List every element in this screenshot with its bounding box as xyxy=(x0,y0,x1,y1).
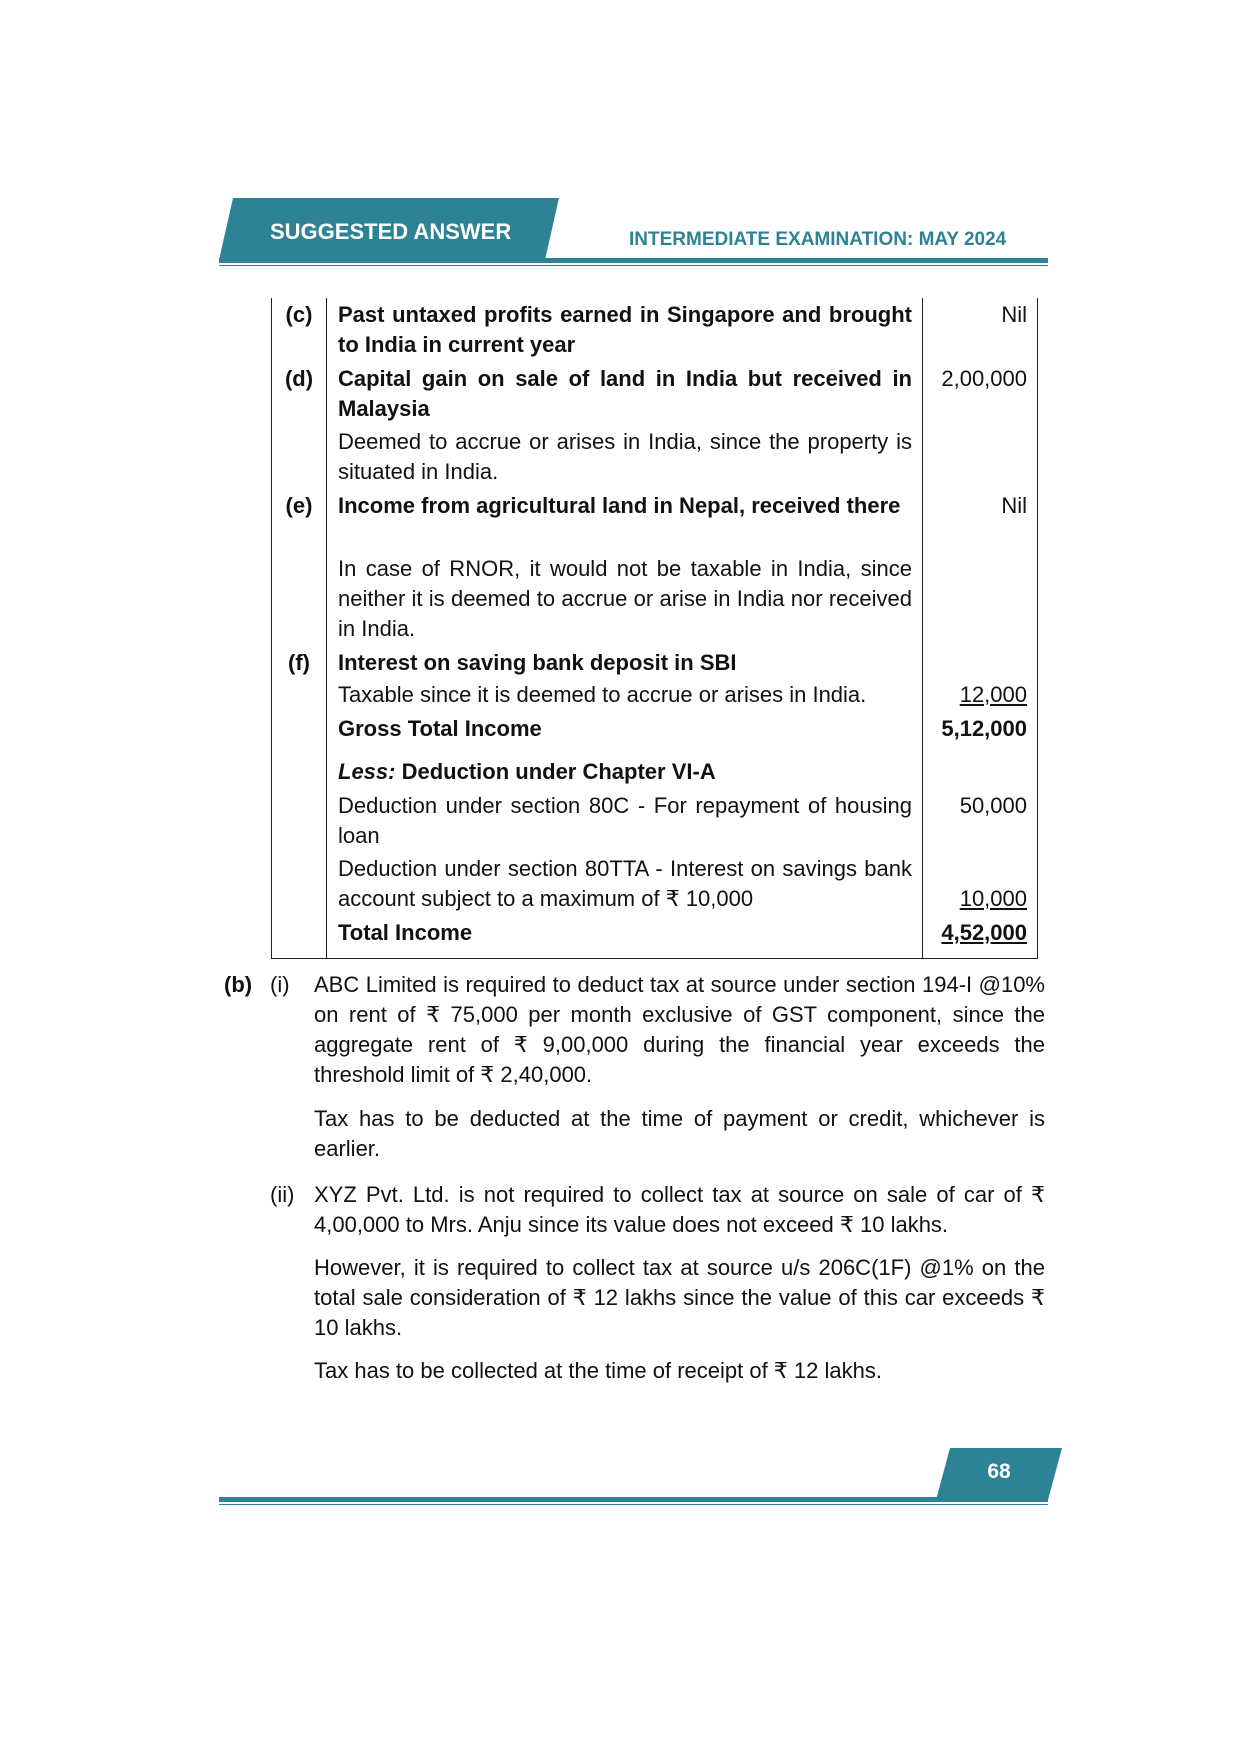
row-amount-d: 2,00,000 xyxy=(941,366,1027,391)
part-b-i-label: (i) xyxy=(270,972,290,997)
part-b-ii-label: (ii) xyxy=(270,1182,295,1207)
total-income-amount: 4,52,000 xyxy=(941,920,1027,945)
part-b-i-para1: ABC Limited is required to deduct tax at source under section 194-I @10% on rent of ₹ 75,000 per month exclusive of GST component, since the aggregate rent of ₹ 9,00,000 during the financial year exceeds the threshold limit of ₹ 2,40,000. xyxy=(314,972,1045,1087)
part-b-ii-para3: Tax has to be collected at the time of receipt of ₹ 12 lakhs. xyxy=(314,1358,882,1383)
gross-total-amount: 5,12,000 xyxy=(941,716,1027,741)
page-number: 68 xyxy=(987,1460,1011,1483)
row-note-d: Deemed to accrue or arises in India, since the property is situated in India. xyxy=(338,429,912,484)
deduction-80tta: Deduction under section 80TTA - Interest on savings bank account subject to a maximum of ₹ 10,000 xyxy=(338,856,912,911)
row-title-f: Interest on saving bank deposit in SBI xyxy=(338,650,737,675)
row-title-d: Capital gain on sale of land in India but received in Malaysia xyxy=(338,366,912,421)
deduction-80tta-amount: 10,000 xyxy=(959,886,1027,911)
deduction-80c-amount: 50,000 xyxy=(959,793,1027,818)
gross-total-label: Gross Total Income xyxy=(338,716,542,741)
row-amount-c: Nil xyxy=(1001,302,1027,327)
header-rule-thin xyxy=(219,265,1048,266)
footer-rule-thin xyxy=(219,1504,1048,1505)
row-note-e: In case of RNOR, it would not be taxable in India, since neither it is deemed to accrue or arise in India nor received in India. xyxy=(338,556,912,641)
row-label-c: (c) xyxy=(285,302,313,327)
part-b-i-para2: Tax has to be deducted at the time of payment or credit, whichever is earlier. xyxy=(314,1106,1045,1161)
row-amount-e: Nil xyxy=(1001,493,1027,518)
total-income-label: Total Income xyxy=(338,920,473,945)
row-title-e: Income from agricultural land in Nepal, received there xyxy=(338,493,901,518)
part-b-label: (b) xyxy=(224,972,253,997)
row-label-e: (e) xyxy=(285,493,313,518)
less-prefix: Less: xyxy=(338,759,396,784)
part-b-ii-para1: XYZ Pvt. Ltd. is not required to collect tax at source on sale of car of ₹ 4,00,000 to Mrs. Anju since its value does not exceed ₹ 10 lakhs. xyxy=(314,1182,1045,1237)
column-divider xyxy=(922,298,923,958)
exam-title: INTERMEDIATE EXAMINATION: MAY 2024 xyxy=(629,229,1007,250)
income-table xyxy=(271,298,1038,959)
row-label-f: (f) xyxy=(288,650,310,675)
less-title: Deduction under Chapter VI-A xyxy=(395,759,716,784)
deduction-80c: Deduction under section 80C - For repayment of housing loan xyxy=(338,793,912,848)
header-tab-label: SUGGESTED ANSWER xyxy=(270,219,512,244)
less-heading xyxy=(338,757,912,787)
row-note-f: Taxable since it is deemed to accrue or arises in India. xyxy=(338,682,867,707)
header-rule xyxy=(219,258,1048,263)
column-divider xyxy=(326,298,327,958)
row-amount-f: 12,000 xyxy=(959,682,1027,707)
part-b-ii-para2: However, it is required to collect tax at source u/s 206C(1F) @1% on the total sale consideration of ₹ 12 lakhs since the value of this car exceeds ₹ 10 lakhs. xyxy=(314,1255,1045,1340)
row-title-c: Past untaxed profits earned in Singapore and brought to India in current year xyxy=(338,302,912,357)
footer-rule xyxy=(219,1497,1048,1502)
row-label-d: (d) xyxy=(284,366,314,391)
